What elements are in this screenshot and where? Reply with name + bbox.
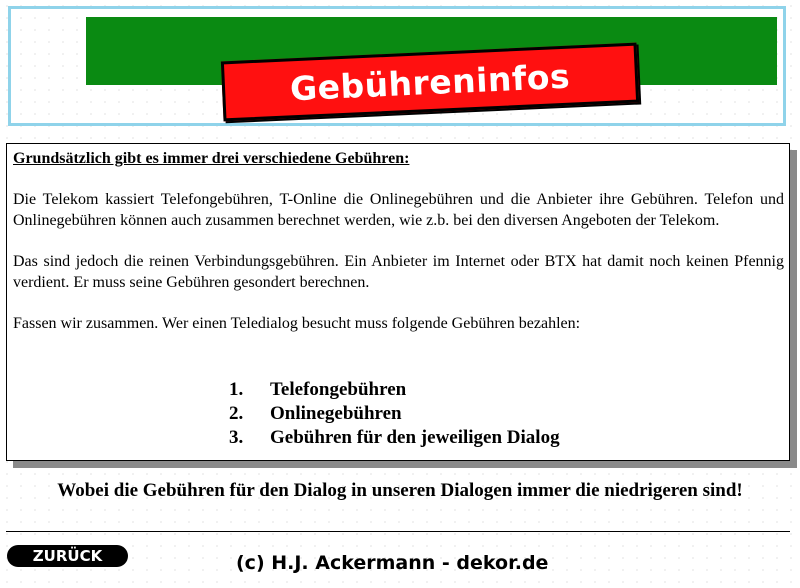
fee-item bbox=[229, 402, 560, 426]
fee-number: 2. bbox=[229, 403, 244, 424]
paragraph-telekom: Die Telekom kassiert Telefongebühren, T-Online die Onlinegebühren und die Anbieter ihre Gebühren. Telefon und Onlinegebühren können auch zusammen berechnet werden, wie z.b. bei den diversen Angeboten der Telekom. bbox=[13, 191, 784, 229]
fee-item bbox=[229, 378, 560, 402]
footer-copyright: (c) H.J. Ackermann - dekor.de bbox=[236, 552, 549, 574]
footer-divider bbox=[6, 531, 790, 532]
closing-statement: Wobei die Gebühren für den Dialog in unseren Dialogen immer die niedrigeren sind! bbox=[57, 480, 743, 501]
paragraph-connection-fees: Das sind jedoch die reinen Verbindungsgebühren. Ein Anbieter im Internet oder BTX hat damit noch keinen Pfennig verdient. Er muss seine Gebühren gesondert berechnen. bbox=[13, 253, 784, 291]
fee-label: Onlinegebühren bbox=[270, 403, 402, 424]
fee-number: 1. bbox=[229, 379, 244, 400]
fee-number: 3. bbox=[229, 427, 244, 448]
info-content-box bbox=[6, 143, 790, 461]
content-heading: Grundsätzlich gibt es immer drei verschiedene Gebühren: bbox=[13, 150, 410, 167]
back-button-label: ZURÜCK bbox=[32, 547, 103, 565]
banner-title: Gebühreninfos bbox=[289, 56, 571, 108]
fee-item bbox=[229, 426, 560, 450]
fee-list bbox=[229, 378, 560, 450]
paragraph-summary: Fassen wir zusammen. Wer einen Teledialog besucht muss folgende Gebühren bezahlen: bbox=[13, 315, 581, 332]
fee-label: Telefongebühren bbox=[270, 379, 407, 400]
fee-label: Gebühren für den jeweiligen Dialog bbox=[270, 427, 560, 448]
back-button[interactable] bbox=[7, 545, 128, 567]
